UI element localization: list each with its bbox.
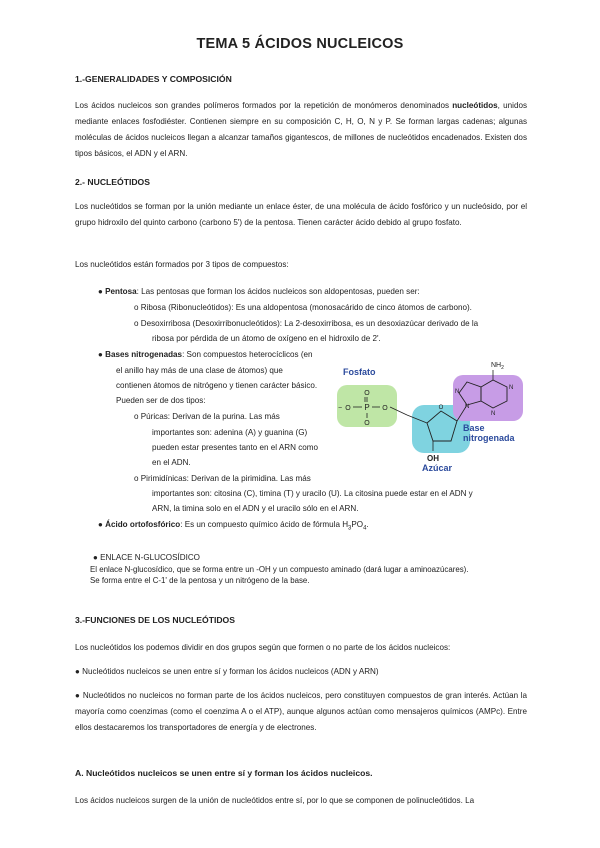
enlace-line-1: El enlace N-glucosídico, que se forma entre un -OH y un compuesto aminado (dará lugar a aminoazúcares).: [90, 565, 469, 574]
puricas-line-4: en el ADN.: [152, 458, 191, 467]
phosphate-o-right: O: [382, 405, 388, 412]
base-n-1: N: [465, 404, 470, 410]
nh2-label: $NH_2$: [491, 362, 504, 371]
section-3-heading: 3.-FUNCIONES DE LOS NUCLEÓTIDOS: [75, 615, 235, 625]
nucleotidos-bold: nucleótidos: [452, 101, 498, 110]
item-puricas: o Púricas: Derivan de la purina. Las más: [134, 412, 280, 421]
azucar-label: Azúcar: [421, 463, 453, 473]
puricas-line-2: importantes son: adenina (A) y guanina (G): [152, 428, 308, 437]
oh-label: OH: [427, 454, 439, 463]
phosphate-o-left: O: [345, 405, 351, 412]
pirimidinicas-line-2: importantes son: citosina (C), timina (T) y uracilo (U). La citosina puede estar en el ADN y: [152, 489, 473, 498]
pirimidinicas-line-3: ARN, la timina solo en el ADN y el uracilo sólo en el ARN.: [152, 504, 359, 513]
item-ribosa: o Ribosa (Ribonucleótidos): Es una aldopentosa (monosacárido de cinco átomos de carbono).: [134, 303, 472, 312]
subheading-a: A. Nucleótidos nucleicos se unen entre sí y forman los ácidos nucleicos.: [75, 768, 373, 778]
base-n-4: N: [491, 411, 496, 417]
funcion-bullet-2: ● Nucleótidos no nucleicos no forman parte de los ácidos nucleicos, pero constituyen compuestos de gran interés. Actúan la mayoría como coenzimas (como el coenzima A o el ATP), aunque algunos actúan como mensajeros químicos (AMPc). Entre ellos destacaremos los transportadores de energía y de electrones.: [75, 691, 527, 732]
bases-line-4: Pueden ser de dos tipos:: [116, 396, 206, 405]
section-2-paragraph-2: Los nucleótidos están formados por 3 tipos de compuestos:: [75, 260, 289, 269]
phosphate-o-bottom: O: [364, 420, 370, 427]
funcion-bullet-1: ● Nucleótidos nucleicos se unen entre sí y forman los ácidos nucleicos (ADN y ARN): [75, 667, 379, 676]
base-n-2: N: [455, 389, 460, 395]
section-3-last-line: Los ácidos nucleicos surgen de la unión de nucleótidos entre sí, por lo que se componen de polinucleótidos. La: [75, 796, 475, 805]
bases-line-3: contienen átomos de nitrógeno y tienen carácter básico.: [116, 381, 318, 390]
base-label-2: nitrogenada: [463, 433, 515, 443]
item-desoxirribosa-cont: ribosa por pérdida de un átomo de oxígeno en el hidroxilo de 2'.: [152, 334, 381, 343]
bullet-acido-ortofosforico: ● Ácido ortofosfórico: Es un compuesto químico ácido de fórmula $H_3PO_4$.: [98, 520, 369, 532]
phosphate-minus: −: [337, 405, 343, 412]
section-1-heading: 1.-GENERALIDADES Y COMPOSICIÓN: [75, 74, 232, 84]
enlace-title: ● ENLACE N-GLUCOSÍDICO: [93, 553, 200, 562]
base-background: [453, 375, 523, 421]
section-2-heading: 2.- NUCLEÓTIDOS: [75, 177, 150, 187]
base-label-1: Base: [463, 423, 485, 433]
page-title: TEMA 5 ÁCIDOS NUCLEICOS: [196, 36, 404, 52]
bullet-pentosa: ● Pentosa: Las pentosas que forman los ácidos nucleicos son aldopentosas, pueden ser:: [98, 287, 420, 296]
puricas-line-3: pueden estar presentes tanto en el ARN como: [152, 443, 319, 452]
base-n-3: N: [509, 385, 514, 391]
section-2-paragraph-1: Los nucleótidos se forman por la unión mediante un enlace éster, de una molécula de ácido fosfórico y un nucleósido, por el grupo hidroxilo del quinto carbono (carbono 5') de la pentosa. Tienen carácter ácido debido al grupo fosfato.: [75, 202, 527, 227]
fosfato-label: Fosfato: [343, 367, 376, 377]
phosphate-o-top: O: [364, 390, 370, 397]
nucleotide-diagram: [335, 355, 535, 485]
enlace-line-2: Se forma entre el C-1' de la pentosa y un nitrógeno de la base.: [90, 576, 310, 585]
item-pirimidinicas: o Pirimidínicas: Derivan de la pirimidina. Las más: [134, 474, 311, 483]
bases-line-2: el anillo hay más de una clase de átomos) que: [116, 366, 283, 375]
section-1-paragraph: Los ácidos nucleicos son grandes polímeros formados por la repetición de monómeros denominados nucleótidos, unidos mediante enlaces fosfodiéster. Contienen siempre en su composición C, H, O, N y P. Se forman largas cadenas; algunas moléculas de ácidos nucleicos llegan a alcanzar tamaños gigantescos, de millones de nucleótidos encadenados. Existen dos tipos básicos, el ADN y el ARN.: [75, 101, 527, 158]
bullet-bases: ● Bases nitrogenadas: Son compuestos heterocíclicos (en: [98, 350, 313, 359]
phosphate-p: P: [364, 403, 370, 412]
sugar-o: O: [438, 405, 444, 411]
section-3-paragraph-1: Los nucleótidos los podemos dividir en dos grupos según que formen o no parte de los ácidos nucleicos:: [75, 643, 451, 652]
item-desoxirribosa: o Desoxirribosa (Desoxirribonucleótidos): La 2-desoxirribosa, es un desoxiazúcar derivado de la: [134, 319, 479, 328]
